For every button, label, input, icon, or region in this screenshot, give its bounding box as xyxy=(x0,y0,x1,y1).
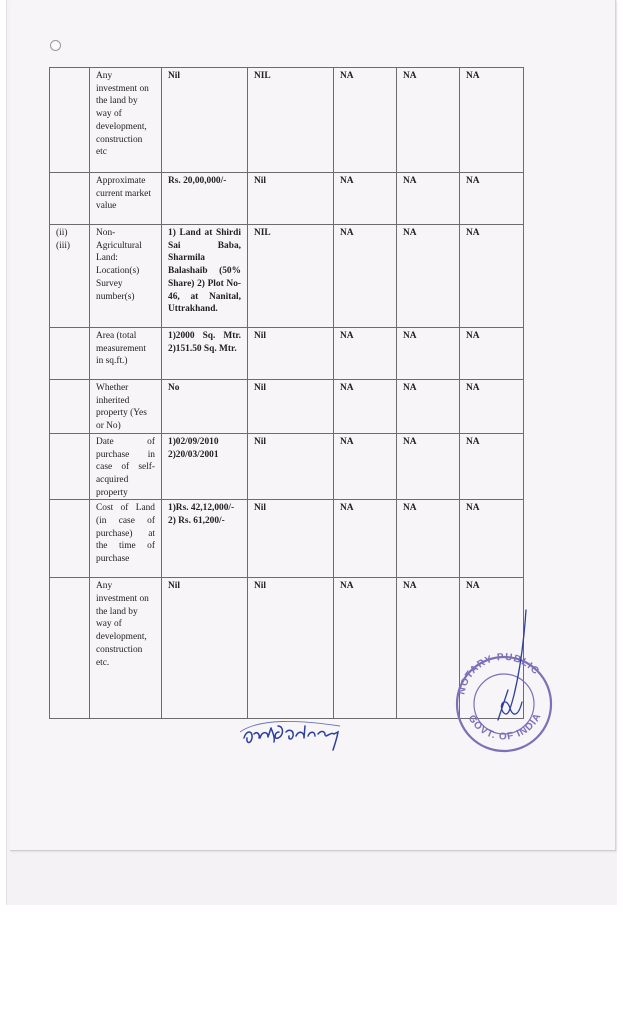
value-cell-spouse: Nil xyxy=(248,433,334,500)
value-cell-spouse: NIL xyxy=(248,225,334,328)
value-cell-dependent-2: NA xyxy=(397,578,460,719)
row-label-cell: Date of purchase in case of self-acquired property xyxy=(90,433,162,500)
value-cell-dependent-2: NA xyxy=(397,328,460,380)
value-cell-dependent-2: NA xyxy=(397,68,460,173)
value-cell-self: 1) Land at Shirdi Sai Baba, Sharmila Balashaib (50% Share) 2) Plot No-46, at Nanital, Uttrakhand. xyxy=(162,225,248,328)
value-cell-dependent-2: NA xyxy=(397,225,460,328)
item-number-cell xyxy=(50,328,90,380)
value-cell-spouse: Nil xyxy=(248,380,334,434)
item-number-cell xyxy=(50,433,90,500)
table-row xyxy=(50,433,524,500)
value-cell-dependent-3: NA xyxy=(460,328,524,380)
value-cell-dependent-1: NA xyxy=(334,328,397,380)
value-cell-self: Nil xyxy=(162,68,248,173)
value-cell-dependent-2: NA xyxy=(397,500,460,578)
value-cell-self: Rs. 20,00,000/- xyxy=(162,173,248,225)
item-number-cell xyxy=(50,500,90,578)
table-row xyxy=(50,380,524,434)
value-cell-dependent-1: NA xyxy=(334,380,397,434)
row-label-cell: Non-Agricultural Land: Location(s) Survey number(s) xyxy=(90,225,162,328)
row-label-cell: Any investment on the land by way of development, construction etc. xyxy=(90,578,162,719)
value-cell-dependent-3: NA xyxy=(460,578,524,719)
handwritten-signature xyxy=(238,712,368,752)
item-number-cell xyxy=(50,68,90,173)
value-cell-dependent-1: NA xyxy=(334,225,397,328)
notary-stamp-with-signature xyxy=(448,600,558,770)
row-label-cell: Cost of Land (in case of purchase) at the time of purchase xyxy=(90,500,162,578)
item-number-cell xyxy=(50,173,90,225)
punch-hole xyxy=(50,40,61,51)
row-label-cell: Area (total measurement in sq.ft.) xyxy=(90,328,162,380)
value-cell-dependent-2: NA xyxy=(397,433,460,500)
stamp-text-top: NOTARY PUBLIC xyxy=(456,651,542,696)
svg-text:NOTARY PUBLIC xyxy=(456,652,541,696)
value-cell-spouse: Nil xyxy=(248,173,334,225)
item-number-cell xyxy=(50,380,90,434)
item-number-cell: (ii) (iii) xyxy=(50,225,90,328)
table-row xyxy=(50,225,524,328)
value-cell-dependent-2: NA xyxy=(397,173,460,225)
stamp-text-bottom: GOVT. OF INDIA xyxy=(465,711,544,743)
row-label-cell: Approximate current market value xyxy=(90,173,162,225)
table-row xyxy=(50,500,524,578)
value-cell-dependent-1: NA xyxy=(334,578,397,719)
value-cell-dependent-1: NA xyxy=(334,500,397,578)
value-cell-self: 1)02/09/2010 2)20/03/2001 xyxy=(162,433,248,500)
value-cell-self: Nil xyxy=(162,578,248,719)
value-cell-spouse: Nil xyxy=(248,328,334,380)
table-row xyxy=(50,68,524,173)
value-cell-spouse: Nil xyxy=(248,500,334,578)
value-cell-dependent-1: NA xyxy=(334,433,397,500)
value-cell-self: 1)2000 Sq. Mtr. 2)151.50 Sq. Mtr. xyxy=(162,328,248,380)
value-cell-dependent-3: NA xyxy=(460,225,524,328)
value-cell-dependent-3: NA xyxy=(460,68,524,173)
table-row xyxy=(50,173,524,225)
value-cell-dependent-1: NA xyxy=(334,173,397,225)
value-cell-spouse: NIL xyxy=(248,68,334,173)
svg-text:GOVT. OF INDIA xyxy=(466,711,544,742)
item-number-cell xyxy=(50,578,90,719)
value-cell-dependent-3: NA xyxy=(460,500,524,578)
value-cell-dependent-3: NA xyxy=(460,173,524,225)
value-cell-dependent-1: NA xyxy=(334,68,397,173)
table-row xyxy=(50,328,524,380)
value-cell-dependent-3: NA xyxy=(460,380,524,434)
row-label-cell: Any investment on the land by way of development, construction etc xyxy=(90,68,162,173)
row-label-cell: Whether inherited property (Yes or No) xyxy=(90,380,162,434)
value-cell-dependent-3: NA xyxy=(460,433,524,500)
value-cell-spouse: Nil xyxy=(248,578,334,719)
value-cell-self: No xyxy=(162,380,248,434)
value-cell-dependent-2: NA xyxy=(397,380,460,434)
value-cell-self: 1)Rs. 42,12,000/- 2) Rs. 61,200/- xyxy=(162,500,248,578)
